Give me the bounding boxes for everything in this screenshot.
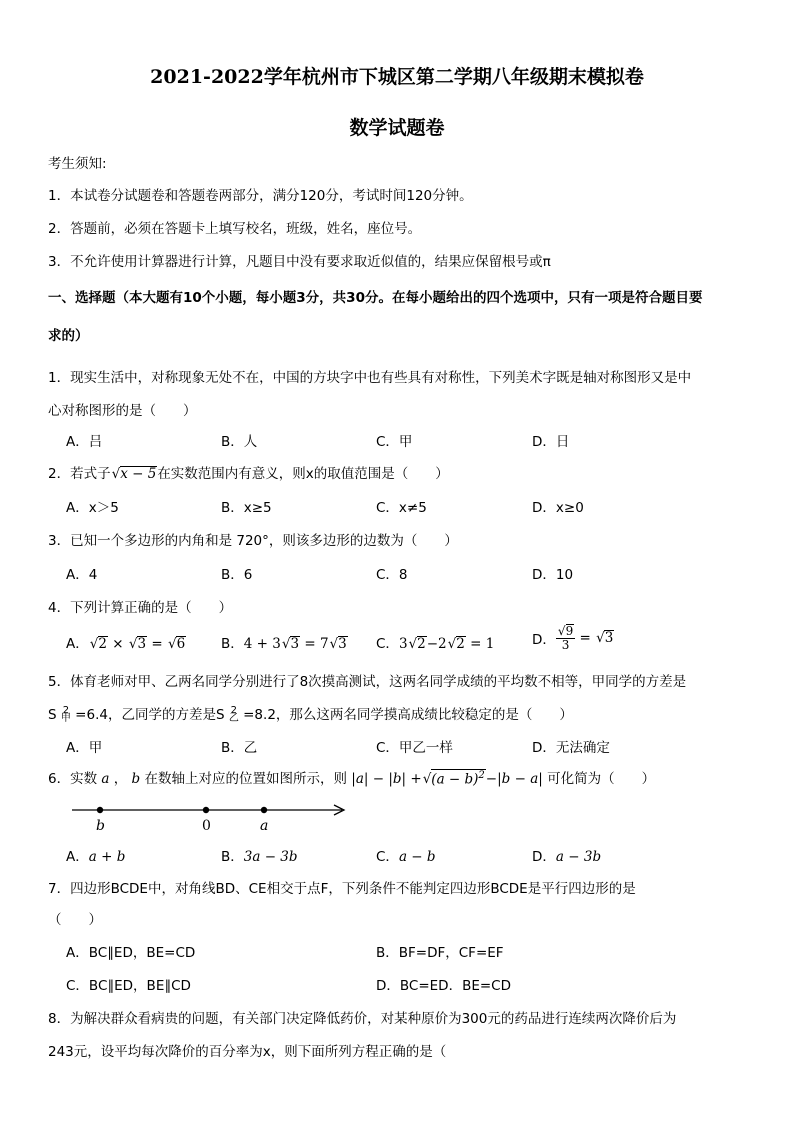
q6-b-label: B． <box>221 849 244 865</box>
q5-sub-jia: 甲 <box>60 713 71 724</box>
question-7-line2: （ ） <box>48 912 102 928</box>
question-4: 4．下列计算正确的是（ ） <box>48 600 233 616</box>
question-7-line1: 7．四边形BCDE中，对角线BD、CE相交于点F，下列条件不能判定四边形BCDE是平行四边形的是 <box>48 881 636 897</box>
q4-option-b <box>221 632 348 652</box>
question-2 <box>48 462 449 482</box>
q4-d-fraction <box>556 624 575 652</box>
q4-d-sqrt3: √ 3 <box>604 630 614 646</box>
q5-sup-jia: 2 <box>62 704 70 716</box>
q4-a-sqrt2: √ 2 <box>98 636 108 652</box>
section-heading-line2: 求的） <box>48 328 89 344</box>
q4-d-den: 3 <box>561 638 570 653</box>
q6-expr1: |a| − |b| + <box>351 771 422 787</box>
q3-option-b: B．6 <box>221 567 253 583</box>
q4-d-sqrt9: √ 9 <box>566 624 574 638</box>
q4-option-d <box>532 624 614 652</box>
q4-d-label: D． <box>532 631 556 648</box>
section-heading-line1: 一、选择题（本大题有10个小题，每小题3分，共30分。在每小题给出的四个选项中，只有一项是符合题目要 <box>48 290 703 306</box>
q2-option-b: B．x≥5 <box>221 500 272 516</box>
q5-sub-yi: 乙 <box>228 713 239 724</box>
q1-option-a: A．吕 <box>66 434 103 450</box>
q4-b-sqrt3: √ 3 <box>290 636 300 652</box>
q4-c-rhs: = 1 <box>470 636 495 652</box>
q6-a-label: A． <box>66 849 89 865</box>
question-8-line1: 8．为解决群众看病贵的问题，有关部门决定降低药价，对某种原价为300元的药品进行连续两次降价后为 <box>48 1011 677 1027</box>
q5-jia-value: =6.4，乙同学的方差是S <box>75 707 225 723</box>
q4-d-eq: = <box>579 629 591 646</box>
q6-d-label: D． <box>532 849 556 865</box>
notice-item-1: 1．本试卷分试题卷和答题卷两部分，满分120分，考试时间120分钟。 <box>48 188 473 204</box>
number-line-figure <box>66 800 356 834</box>
q6-pre: 6．实数 <box>48 771 98 787</box>
question-6 <box>48 767 655 787</box>
q6-radical <box>431 769 486 787</box>
q6-comma: ， <box>113 771 128 787</box>
q1-option-d: D．日 <box>532 434 570 450</box>
q5-option-d: D．无法确定 <box>532 740 610 756</box>
point-zero <box>203 807 209 813</box>
q4-a-sqrt3: √ 3 <box>137 636 147 652</box>
point-a <box>261 807 267 813</box>
question-8-line2: 243元，设平均每次降价的百分率为x，则下面所列方程正确的是（ <box>48 1044 447 1060</box>
q5-yi-value: =8.2，那么这两名同学摸高成绩比较稳定的是（ ） <box>243 707 573 723</box>
question-1-line1: 1．现实生活中，对称现象无处不在，中国的方块字中也有些具有对称性，下列美术字既是轴对称图形又是中 <box>48 370 692 386</box>
q4-a-label: A． <box>66 636 89 652</box>
q4-c-coef: 3 <box>398 636 408 652</box>
q6-var-b: b <box>131 771 141 787</box>
q5-sup-yi: 2 <box>230 704 238 716</box>
q4-c-label: C． <box>376 636 399 652</box>
q7-option-a: A．BC∥ED，BE=CD <box>66 945 196 961</box>
q4-b-rhs: = 7 <box>304 636 329 652</box>
q6-option-b <box>221 845 298 865</box>
label-a: a <box>260 818 269 834</box>
q6-square: 2 <box>478 769 485 781</box>
question-5-line2 <box>48 703 573 724</box>
q4-a-times: × <box>112 636 124 652</box>
page-title: 2021-2022学年杭州市下城区第二学期八年级期末模拟卷 <box>150 66 644 88</box>
q4-c-sqrt2b: √ 2 <box>456 636 466 652</box>
q1-option-b: B．人 <box>221 434 258 450</box>
q5-option-b: B．乙 <box>221 740 258 756</box>
q2-post: 在实数范围内有意义，则x的取值范围是（ ） <box>157 466 449 482</box>
q2-option-d: D．x≥0 <box>532 500 584 516</box>
q6-expr2: −|b − a| <box>485 771 543 787</box>
q6-var-a: a <box>101 771 110 787</box>
q6-c-expr: a − b <box>398 849 436 865</box>
question-1-line2: 心对称图形的是（ ） <box>48 403 197 419</box>
q6-option-a <box>66 845 125 865</box>
q5-option-c: C．甲乙一样 <box>376 740 453 756</box>
q6-post: 可化简为（ ） <box>547 771 656 787</box>
question-5-line1: 5．体育老师对甲、乙两名同学分别进行了8次摸高测试，这两名同学成绩的平均数不相等，甲同学的方差是 <box>48 674 687 690</box>
q5-s-jia: S <box>48 707 57 723</box>
q7-option-d: D．BC=ED．BE=CD <box>376 978 512 994</box>
q6-mid: 在数轴上对应的位置如图所示，则 <box>144 771 347 787</box>
q7-option-c: C．BC∥ED，BE∥CD <box>66 978 191 994</box>
q4-b-lhs: 4 + 3 <box>243 636 281 652</box>
question-3: 3．已知一个多边形的内角和是 720°，则该多边形的边数为（ ） <box>48 533 458 549</box>
q6-option-c <box>376 845 436 865</box>
q4-a-sqrt6: √ 6 <box>176 636 186 652</box>
q4-b-label: B． <box>221 636 244 652</box>
q6-b-expr: 3a − 3b <box>243 849 298 865</box>
q4-option-c <box>376 632 494 652</box>
q2-option-a: A．x＞5 <box>66 500 119 516</box>
q4-c-minus: −2 <box>426 636 447 652</box>
q4-c-sqrt2: √ 2 <box>417 636 427 652</box>
q5-option-a: A．甲 <box>66 740 103 756</box>
q6-a-expr: a + b <box>88 849 126 865</box>
q4-option-a <box>66 632 186 652</box>
notice-item-2: 2．答题前，必须在答题卡上填写校名，班级，姓名，座位号。 <box>48 221 422 237</box>
q2-radical: √ x − 5 <box>120 466 158 482</box>
q6-radicand: (a − b) <box>431 771 479 787</box>
q7-option-b: B．BF=DF，CF=EF <box>376 945 504 961</box>
q6-option-d <box>532 845 601 865</box>
label-b: b <box>96 818 105 834</box>
q3-option-d: D．10 <box>532 567 574 583</box>
q2-pre: 2．若式子 <box>48 466 111 482</box>
q4-a-eq: = <box>151 636 163 652</box>
q6-d-expr: a − 3b <box>555 849 602 865</box>
q3-option-c: C．8 <box>376 567 408 583</box>
q6-c-label: C． <box>376 849 399 865</box>
q1-option-c: C．甲 <box>376 434 413 450</box>
notice-item-3: 3．不允许使用计算器进行计算，凡题目中没有要求取近似值的，结果应保留根号或π <box>48 254 551 270</box>
q2-option-c: C．x≠5 <box>376 500 427 516</box>
notice-heading: 考生须知: <box>48 156 107 172</box>
q4-b-sqrt3b: √ 3 <box>338 636 348 652</box>
q3-option-a: A．4 <box>66 567 98 583</box>
page-subtitle: 数学试题卷 <box>349 117 445 139</box>
label-zero: 0 <box>202 818 211 834</box>
point-b <box>97 807 103 813</box>
